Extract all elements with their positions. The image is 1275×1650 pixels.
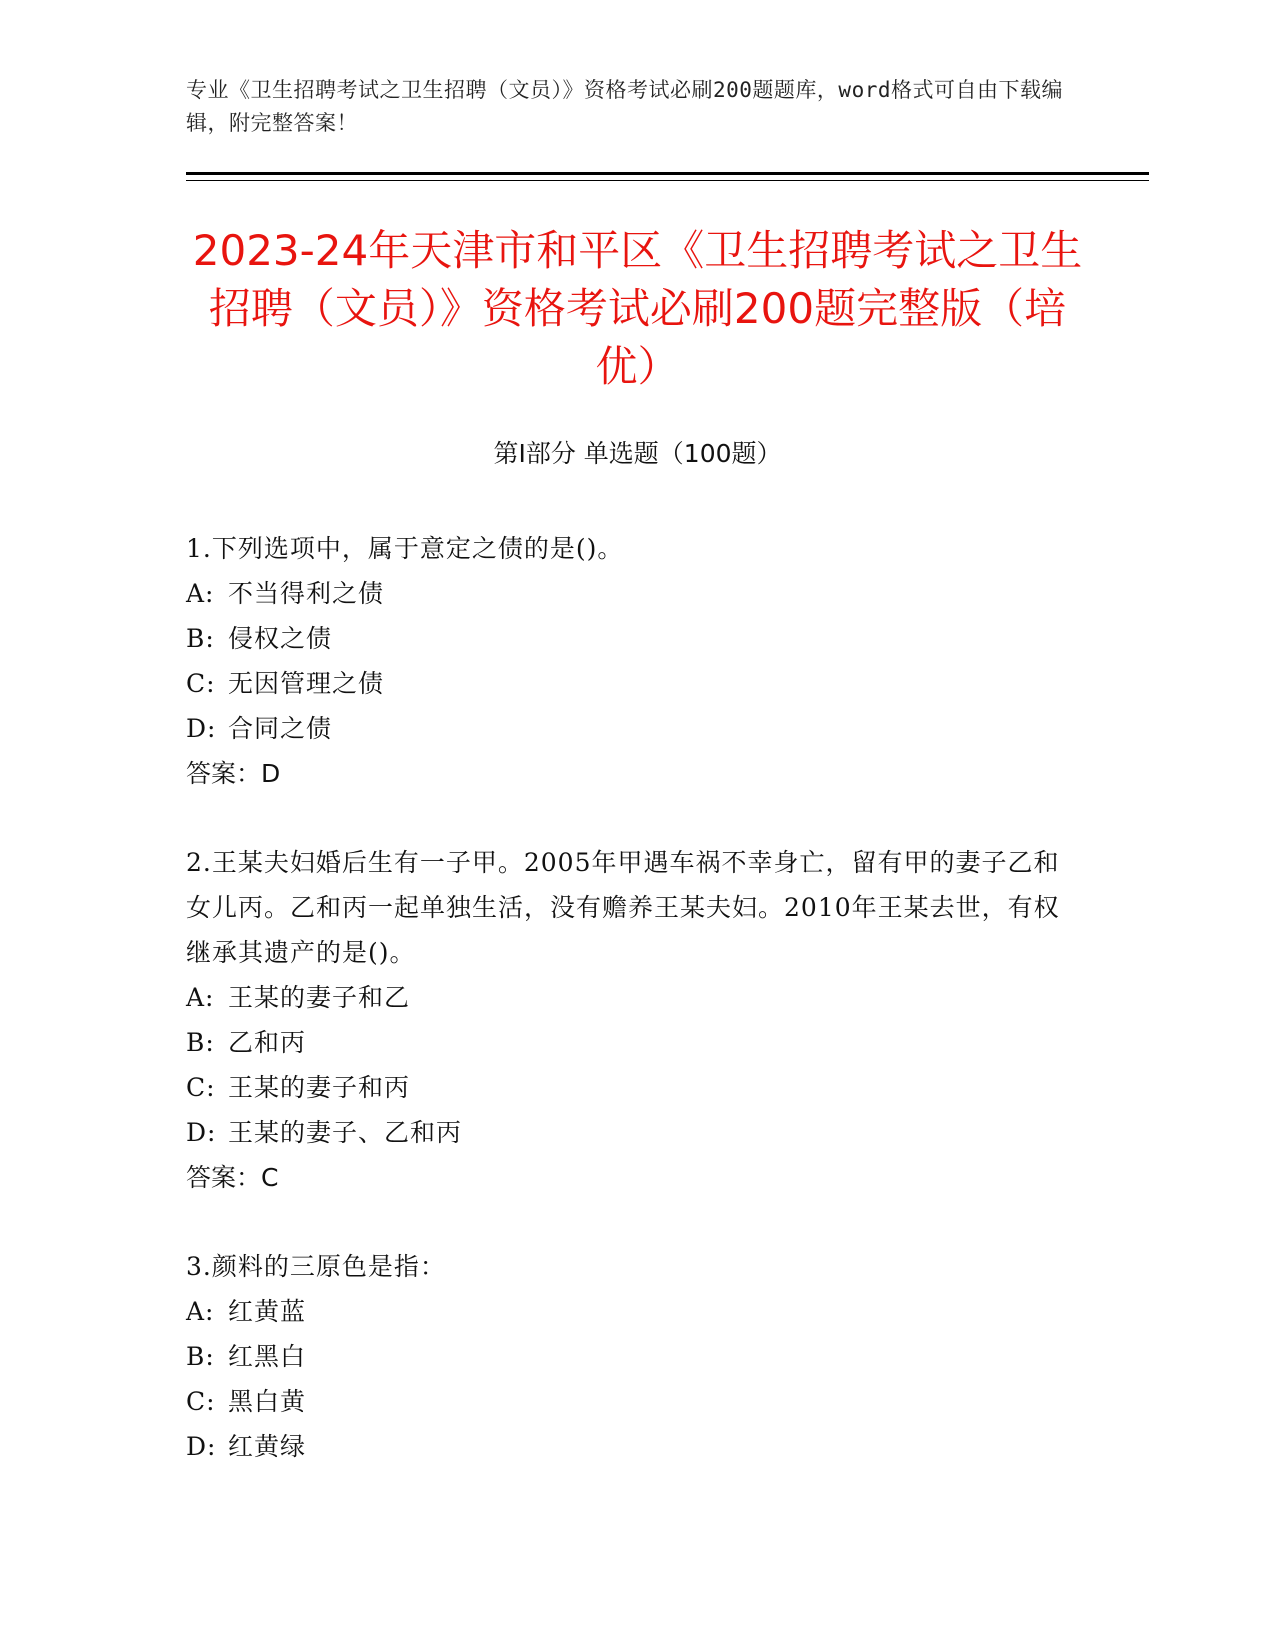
option-letter: A:: [186, 1297, 215, 1326]
option-letter: B:: [186, 1028, 215, 1057]
option-d: [186, 706, 1066, 751]
option-a: [186, 1289, 1066, 1334]
question-item: [186, 526, 1066, 796]
question-stem: 1.下列选项中，属于意定之债的是()。: [186, 534, 624, 563]
option-text: 乙和丙: [228, 1028, 307, 1057]
option-b: [186, 1334, 1066, 1379]
option-letter: D:: [186, 1432, 217, 1461]
header-note: 专业《卫生招聘考试之卫生招聘（文员）》资格考试必刷200题题库，word格式可自由下载编辑，附完整答案！: [186, 78, 1063, 135]
option-text: 不当得利之债: [228, 579, 385, 608]
section-heading: 第Ⅰ部分 单选题（100题）: [493, 439, 782, 468]
question-item: [186, 840, 1066, 1200]
option-text: 红黑白: [228, 1342, 307, 1371]
option-text: 红黄蓝: [228, 1297, 307, 1326]
option-c: [186, 1065, 1066, 1110]
option-letter: D:: [186, 714, 217, 743]
option-text: 王某的妻子和乙: [228, 983, 411, 1012]
option-d: [186, 1110, 1066, 1155]
option-letter: C:: [186, 1073, 216, 1102]
option-letter: B:: [186, 1342, 215, 1371]
option-text: 王某的妻子和丙: [228, 1073, 411, 1102]
option-d: [186, 1424, 1066, 1469]
option-letter: C:: [186, 1387, 216, 1416]
option-c: [186, 1379, 1066, 1424]
option-text: 红黄绿: [228, 1432, 307, 1461]
document-title: 2023-24年天津市和平区《卫生招聘考试之卫生招聘（文员）》资格考试必刷200题完整版（培优）: [192, 226, 1083, 391]
header-divider-thin: [186, 180, 1149, 181]
question-item: [186, 1244, 1066, 1469]
question-stem: 3.颜料的三原色是指：: [186, 1252, 446, 1281]
question-list: [186, 526, 1066, 1513]
option-letter: A:: [186, 983, 215, 1012]
answer-line: 答案：D: [186, 759, 281, 788]
option-letter: A:: [186, 579, 215, 608]
option-b: [186, 616, 1066, 661]
option-a: [186, 975, 1066, 1020]
option-text: 侵权之债: [228, 624, 333, 653]
option-text: 王某的妻子、乙和丙: [228, 1118, 463, 1147]
header-divider-thick: [186, 172, 1149, 175]
question-stem: 2.王某夫妇婚后生有一子甲。2005年甲遇车祸不幸身亡，留有甲的妻子乙和女儿丙。乙和丙一起单独生活，没有赡养王某夫妇。2010年王某去世，有权继承其遗产的是()。: [186, 848, 1060, 967]
option-a: [186, 571, 1066, 616]
option-letter: C:: [186, 669, 216, 698]
option-text: 无因管理之债: [228, 669, 385, 698]
option-text: 合同之债: [228, 714, 333, 743]
option-b: [186, 1020, 1066, 1065]
option-c: [186, 661, 1066, 706]
option-letter: D:: [186, 1118, 217, 1147]
answer-line: 答案：C: [186, 1163, 279, 1192]
option-text: 黑白黄: [228, 1387, 307, 1416]
option-letter: B:: [186, 624, 215, 653]
